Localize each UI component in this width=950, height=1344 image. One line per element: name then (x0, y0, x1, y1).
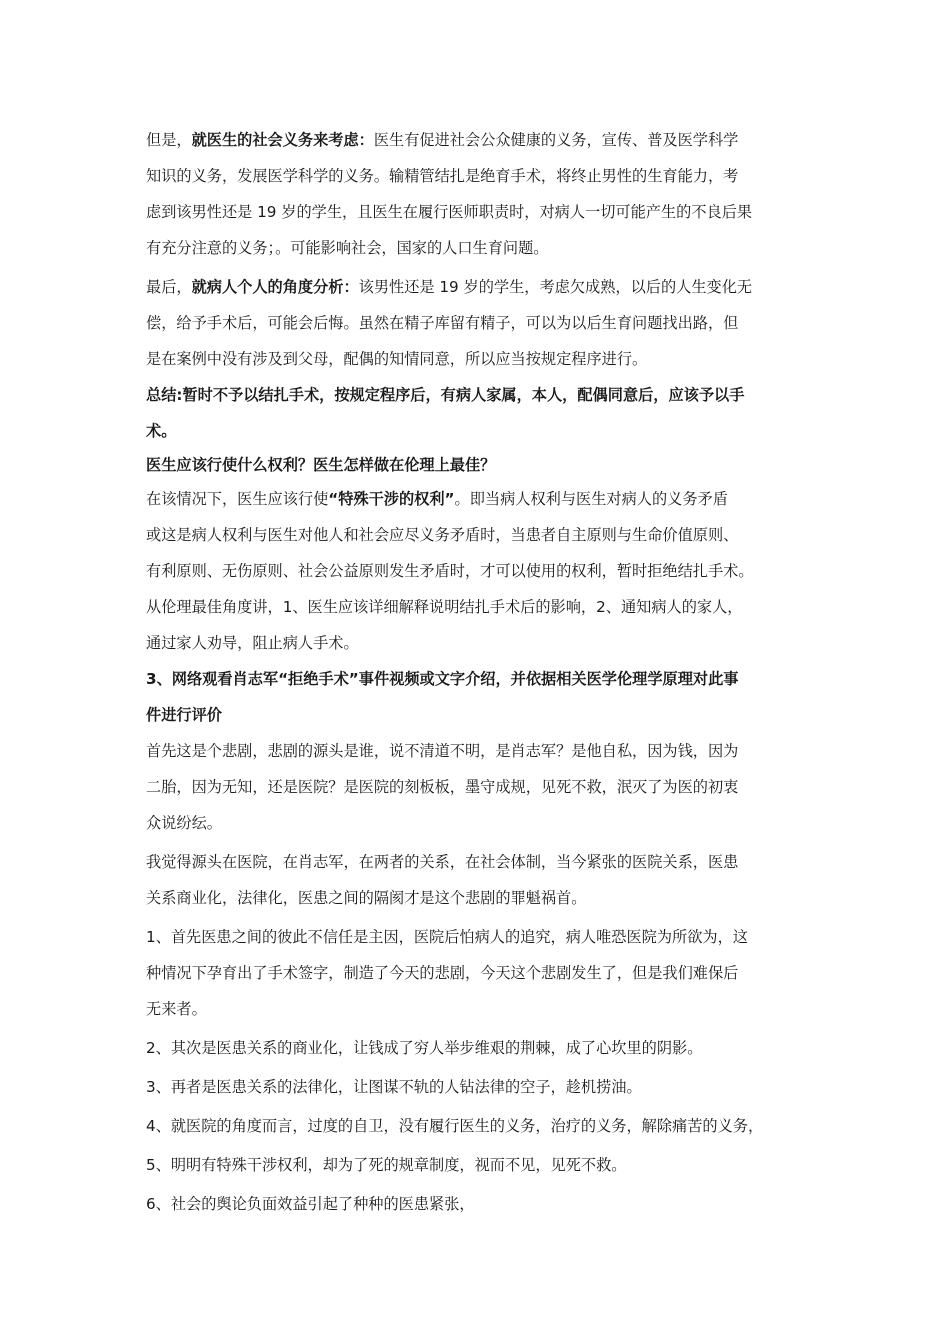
bold-term-special-intervention: “特殊干涉的权利” (328, 490, 455, 508)
paragraph-source: 我觉得源头在医院，在肖志军，在两者的关系，在社会体制，当今紧张的医院关系，医患 关系商业化，法律化，医患之间的隔阂才是这个悲剧的罪魁祸首。 (146, 853, 739, 907)
document-body (146, 122, 826, 1222)
bold-heading-social-duty: 就医生的社会义务来考虑： (191, 131, 374, 149)
bold-heading-patient-view: 就病人个人的角度分析： (191, 278, 359, 296)
paragraph-summary: 总结:暂时不予以结扎手术，按规定程序后，有病人家属，本人，配偶同意后，应该予以手 术。 (146, 386, 745, 440)
paragraph-social-duty: 但是，就医生的社会义务来考虑：医生有促进社会公众健康的义务，宣传、普及医学科学 知识的义务，发展医学科学的义务。输精管结扎是绝育手术，将终止男性的生育能力，考 虑到该男性还是 19 岁的学生，且医生在履行医师职责时，对病人一切可能产生的不良后果 有充分注意的义务；。可能影响社会，国家的人口生育问题。 (146, 131, 753, 257)
section-heading-3: 3、网络观看肖志军“拒绝手术”事件视频或文字介绍，并依据相关医学伦理学原理对此事 件进行评价 (146, 670, 739, 724)
paragraph-patient-view: 最后，就病人个人的角度分析：该男性还是 19 岁的学生，考虑欠成熟，以后的人生变化无 偿，给予手术后，可能会后悔。虽然在精子库留有精子，可以为以后生育问题找出路，但 是在案例中没有涉及到父母，配偶的知情同意，所以应当按规定程序进行。 (146, 278, 753, 368)
list-item-1: 1、首先医患之间的彼此不信任是主因，医院后怕病人的追究，病人唯恐医院为所欲为，这 种情况下孕育出了手术签字，制造了今天的悲剧，今天这个悲剧发生了，但是我们难保后 无来者。 (146, 928, 748, 1018)
list-item-5: 5、明明有特殊干涉权利，却为了死的规章制度，视而不见，见死不救。 (146, 1156, 627, 1174)
list-item-2: 2、其次是医患关系的商业化，让钱成了穷人举步维艰的荆棘，成了心坎里的阴影。 (146, 1039, 703, 1057)
paragraph-special-intervention: 在该情况下，医生应该行使“特殊干涉的权利”。即当病人权利与医生对病人的义务矛盾 或这是病人权利与医生对他人和社会应尽义务矛盾时，当患者自主原则与生命价值原则、 有利原则、无伤原则、社会公益原则发生矛盾时，才可以使用的权利，暂时拒绝结扎手术。 从伦理最佳角度讲，1、医生应该详细解释说明结扎手术后的影响，2、通知病人的家人， 通过家人劝导，阻止病人手术。 (146, 490, 754, 652)
list-item-4: 4、就医院的角度而言，过度的自卫，没有履行医生的义务，治疗的义务，解除痛苦的义务， (146, 1117, 764, 1135)
list-item-6: 6、社会的舆论负面效益引起了种种的医患紧张， (146, 1195, 475, 1213)
paragraph-tragedy: 首先这是个悲剧，悲剧的源头是谁，说不清道不明，是肖志军？是他自私，因为钱，因为 二胎，因为无知，还是医院？是医院的刻板板，墨守成规，见死不救，泯灭了为医的初衷 众说纷纭。 (146, 742, 739, 832)
list-item-3: 3、再者是医患关系的法律化，让图谋不轨的人钻法律的空子，趁机捞油。 (146, 1078, 642, 1096)
question-heading: 医生应该行使什么权利？医生怎样做在伦理上最佳？ (146, 456, 496, 474)
